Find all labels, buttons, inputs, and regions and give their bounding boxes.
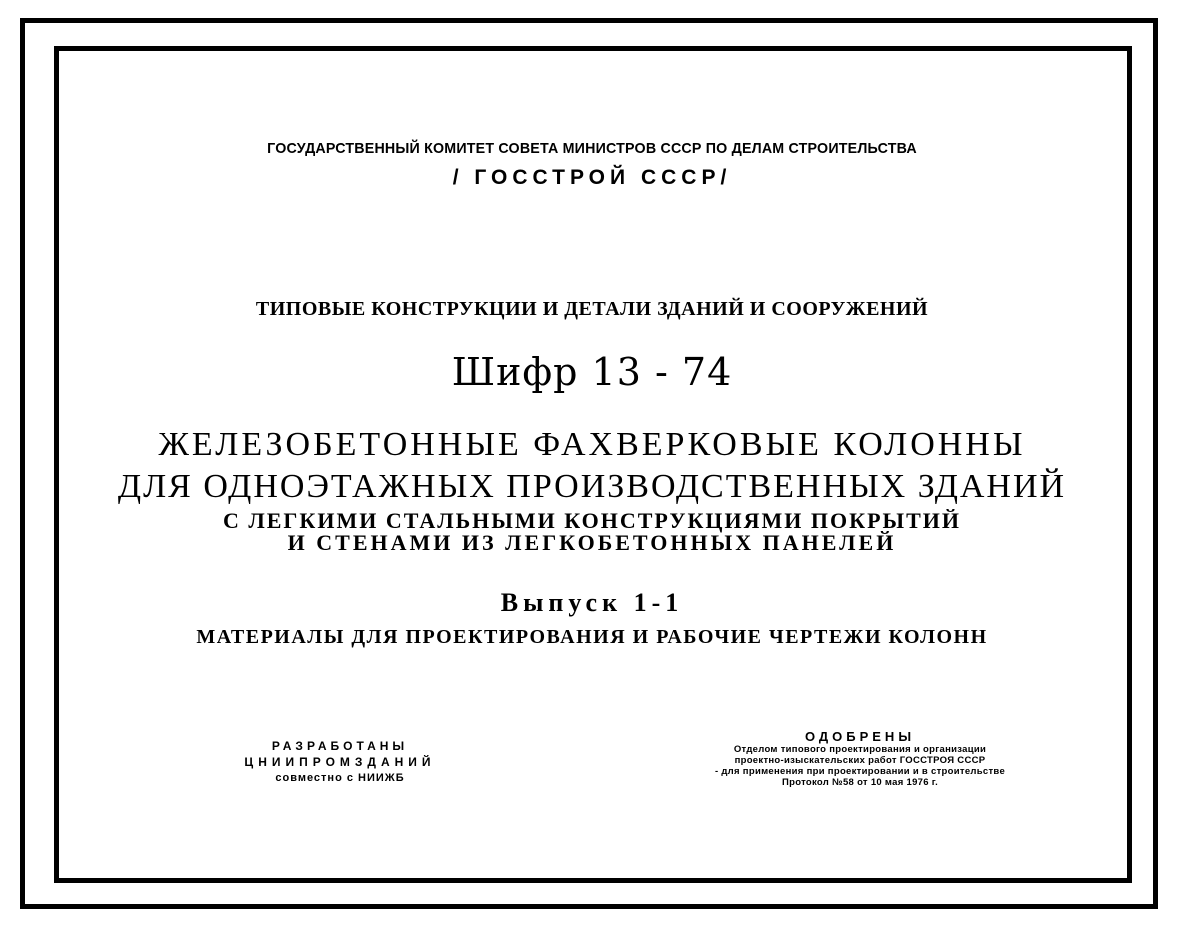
code-title: Шифр 13 - 74 xyxy=(451,350,733,394)
developed-jointly: совместно с НИИЖБ xyxy=(275,772,405,784)
approved-line-2: проектно-изыскательских работ ГОССТРОЯ СССР xyxy=(734,755,986,766)
main-title-line-2: ДЛЯ ОДНОЭТАЖНЫХ ПРОИЗВОДСТВЕННЫХ ЗДАНИЙ xyxy=(117,468,1067,505)
committee-name: ГОСУДАРСТВЕННЫЙ КОМИТЕТ СОВЕТА МИНИСТРОВ СССР ПО ДЕЛАМ СТРОИТЕЛЬСТВА xyxy=(267,140,917,157)
subtitle-line-2: И СТЕНАМИ ИЗ ЛЕГКОБЕТОННЫХ ПАНЕЛЕЙ xyxy=(287,530,897,555)
issue-number: Выпуск 1-1 xyxy=(500,588,684,617)
developed-block xyxy=(210,738,470,786)
approved-line-3: - для применения при проектировании и в строительстве xyxy=(714,766,1006,777)
developed-label: РАЗРАБОТАНЫ xyxy=(271,739,409,753)
series-title: ТИПОВЫЕ КОНСТРУКЦИИ И ДЕТАЛИ ЗДАНИЙ И СООРУЖЕНИЙ xyxy=(255,298,929,320)
approved-block xyxy=(650,730,1070,788)
approved-line-1: Отделом типового проектирования и организации xyxy=(733,744,987,755)
developed-organization: ЦНИИПРОМЗДАНИЙ xyxy=(244,755,436,769)
subtitle-line-1: С ЛЕГКИМИ СТАЛЬНЫМИ КОНСТРУКЦИЯМИ ПОКРЫТИЙ xyxy=(222,508,962,533)
approved-protocol: Протокол №58 от 10 мая 1976 г. xyxy=(781,777,939,788)
main-title-line-1: ЖЕЛЕЗОБЕТОННЫЕ ФАХВЕРКОВЫЕ КОЛОННЫ xyxy=(158,426,1026,463)
materials-description: МАТЕРИАЛЫ ДЛЯ ПРОЕКТИРОВАНИЯ И РАБОЧИЕ ЧЕРТЕЖИ КОЛОНН xyxy=(196,626,988,648)
approved-label: ОДОБРЕНЫ xyxy=(804,729,916,744)
gosstroy-name: / ГОССТРОЙ СССР/ xyxy=(452,166,732,189)
